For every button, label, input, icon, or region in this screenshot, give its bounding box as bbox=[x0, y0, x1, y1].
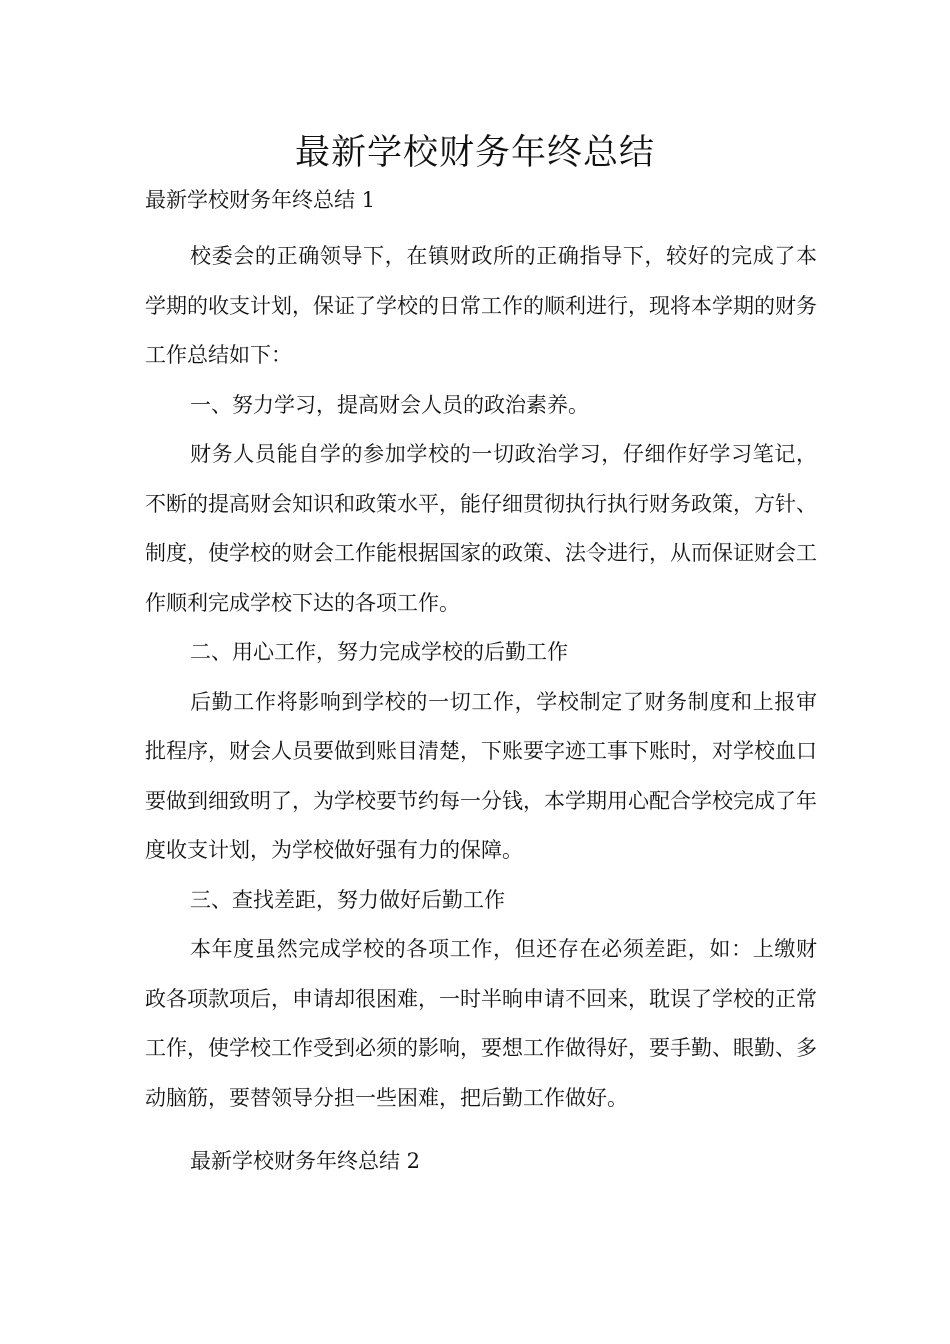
subheading-3: 三、查找差距，努力做好后勤工作 bbox=[190, 887, 505, 912]
subheading-1: 一、努力学习，提高财会人员的政治素养。 bbox=[190, 392, 589, 417]
paragraph-gaps: 本年度虽然完成学校的各项工作，但还存在必须差距，如：上缴财政各项款项后，申请却很困难，一时半晌申请不回来，耽误了学校的正常工作，使学校工作受到必须的影响，要想工作做得好，要手勤、眼勤、多动脑筋，要替领导分担一些困难，把后勤工作做好。 bbox=[145, 937, 817, 1110]
document-body bbox=[145, 232, 817, 1187]
paragraph-study: 财务人员能自学的参加学校的一切政治学习，仔细作好学习笔记，不断的提高财会知识和政策水平，能仔细贯彻执行执行财务政策，方针、制度，使学校的财会工作能根据国家的政策、法令进行，从而保证财会工作顺利完成学校下达的各项工作。 bbox=[145, 442, 817, 615]
paragraph-logistics: 后勤工作将影响到学校的一切工作，学校制定了财务制度和上报审批程序，财会人员要做到账目清楚，下账要字迹工事下账时，对学校血口要做到细致明了，为学校要节约每一分钱，本学期用心配合学校完成了年度收支计划，为学校做好强有力的保障。 bbox=[145, 689, 817, 862]
section-label-1: 最新学校财务年终总结 1 bbox=[145, 188, 376, 212]
section-label-2: 最新学校财务年终总结 2 bbox=[190, 1149, 421, 1173]
subheading-2: 二、用心工作，努力完成学校的后勤工作 bbox=[190, 640, 568, 664]
paragraph-intro: 校委会的正确领导下，在镇财政所的正确指导下，较好的完成了本学期的收支计划，保证了学校的日常工作的顺利进行，现将本学期的财务工作总结如下： bbox=[145, 244, 817, 367]
document-title: 最新学校财务年终总结 bbox=[294, 133, 655, 173]
